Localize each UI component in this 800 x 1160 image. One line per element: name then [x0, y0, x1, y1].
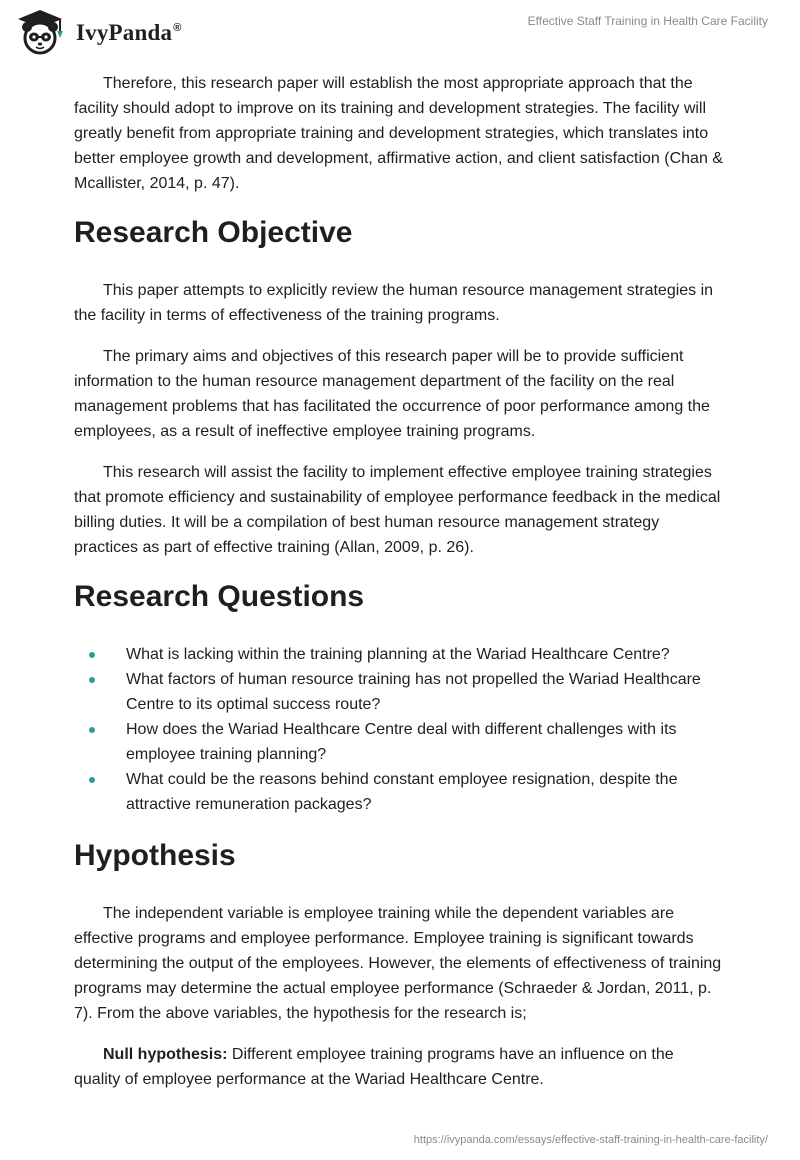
brand-logo[interactable] [14, 8, 182, 56]
page-header [0, 0, 800, 70]
null-hypothesis-paragraph [74, 1042, 724, 1092]
null-hypothesis-label: Null hypothesis: [103, 1046, 228, 1063]
brand-name: IvyPanda® [76, 20, 182, 45]
objective-paragraph-2: The primary aims and objectives of this research paper will be to provide sufficient information to the human resource management department of the facility on the real management problems that has facilitated the occurrence of poor performance among the employees, as a result of ineffective employee training programs. [74, 348, 710, 440]
null-hypothesis-text: Different employee training programs have an influence on the quality of employee performance at the Wariad Healthcare Centre. [74, 1046, 674, 1088]
hypothesis-paragraph: The independent variable is employee training while the dependent variables are effective programs and employee performance. Employee training is significant towards determining the output of the employees. However, the elements of effectiveness of training programs may determine the actual employee performance (Schraeder & Jordan, 2011, p. 7). From the above variables, the hypothesis for the research is; [74, 905, 722, 1022]
heading-research-questions: Research Questions [74, 580, 365, 613]
bullet-dot-icon [89, 727, 95, 733]
heading-hypothesis: Hypothesis [74, 839, 236, 872]
bullet-dot-icon [89, 652, 95, 658]
objective-paragraph-3: This research will assist the facility to implement effective employee training strategies that promote efficiency and sustainability of employee performance feedback in the medical billing duties. It will be a compilation of best human resource management strategy practices as part of effective training (Allan, 2009, p. 26). [74, 464, 721, 556]
list-item: What is lacking within the training planning at the Wariad Healthcare Centre? [74, 642, 724, 667]
research-questions-list [74, 642, 724, 817]
source-url[interactable]: https://ivypanda.com/essays/effective-staff-training-in-health-care-facility/ [413, 1134, 768, 1146]
list-item: What could be the reasons behind constant employee resignation, despite the attractive remuneration packages? [74, 767, 724, 817]
panda-graduate-icon [14, 8, 66, 56]
list-item: How does the Wariad Healthcare Centre deal with different challenges with its employee training planning? [74, 717, 724, 767]
essay-body [74, 71, 724, 1108]
document-title: Effective Staff Training in Health Care Facility [527, 14, 768, 28]
bullet-dot-icon [89, 777, 95, 783]
list-item: What factors of human resource training has not propelled the Wariad Healthcare Centre to its optimal success route? [74, 667, 724, 717]
intro-paragraph: Therefore, this research paper will establish the most appropriate approach that the facility should adopt to improve on its training and development strategies. The facility will greatly benefit from appropriate training and development strategies, which translates into better employee growth and development, affirmative action, and client satisfaction (Chan & Mcallister, 2014, p. 47). [74, 75, 723, 192]
bullet-dot-icon [89, 677, 95, 683]
objective-paragraph-1: This paper attempts to explicitly review the human resource management strategies in the facility in terms of effectiveness of the training programs. [74, 282, 714, 324]
heading-research-objective: Research Objective [74, 216, 353, 249]
